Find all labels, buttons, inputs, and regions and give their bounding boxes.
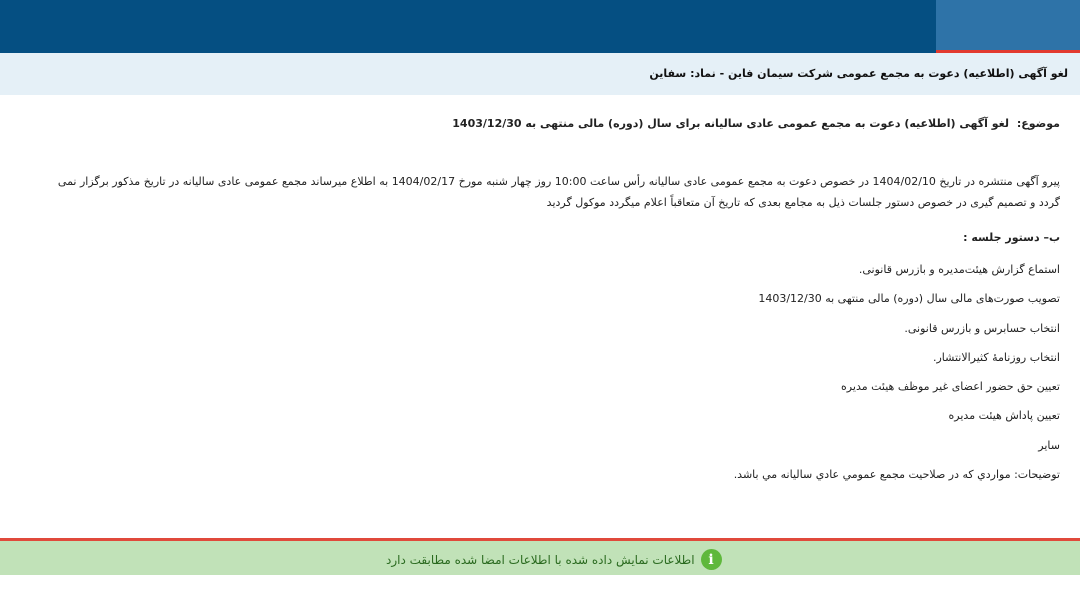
info-icon: i (701, 549, 722, 570)
verification-message (386, 549, 722, 570)
agenda-item: استماع گزارش هیئت‌مدیره و بازرس قانونی. (858, 263, 1060, 276)
subject-line (452, 117, 1060, 130)
title-strip (0, 53, 1080, 95)
top-banner (0, 0, 1080, 53)
subject-label: موضوع: (1016, 117, 1060, 130)
agenda-item: تعیین پاداش هیئت مدیره (948, 409, 1060, 423)
agenda-title: ب– دستور جلسه : (963, 231, 1060, 244)
agenda-item: سایر (1038, 438, 1060, 452)
top-banner-accent (936, 0, 1080, 53)
notes: توضیحات: مواردي كه در صلاحيت مجمع عمومي عادي ساليانه مي باشد. (733, 468, 1060, 481)
agenda-item: تصویب صورت‌های مالی سال (دوره) مالی منتهی به 1403/12/30 (758, 292, 1060, 306)
agenda-item: انتخاب حسابرس و بازرس قانونی. (904, 321, 1060, 335)
subject-text: لغو آگهی (اطلاعیه) دعوت به مجمع عمومی عادی سالیانه برای سال (دوره) مالی منتهی به 1403/12/30 (452, 117, 1009, 130)
agenda-item: تعیین حق حضور اعضای غیر موظف هیئت مدیره (841, 380, 1060, 394)
agenda-item: انتخاب روزنامهٔ کثیرالانتشار. (932, 350, 1060, 364)
agenda-list (758, 263, 1060, 468)
verification-footer (0, 538, 1080, 575)
announcement-paragraph: پیرو آگهی منتشره در تاریخ 1404/02/10 در خصوص دعوت به مجمع عمومی عادی سالیانه رأس ساعت 10:00 روز چهار شنبه مورخ 1404/02/17 به اطلاع میرساند مجمع عمومی عادی سالیانه در تاریخ مذکور برگزار نمی گردد و تصمیم گیری در خصوص دستور جلسات ذیل به مجامع بعدی که تاریخ آن متعاقباً اعلام میگردد موکول گردید (57, 175, 1060, 209)
verification-text: اطلاعات نمایش داده شده با اطلاعات امضا شده مطابقت دارد (386, 552, 695, 567)
page-title: لغو آگهی (اطلاعیه) دعوت به مجمع عمومی شرکت سیمان فاین - نماد: سفاین (649, 67, 1068, 80)
